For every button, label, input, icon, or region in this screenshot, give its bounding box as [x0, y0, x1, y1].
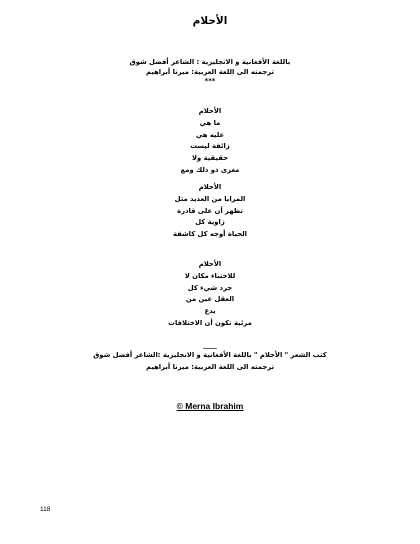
translation-header	[0, 58, 420, 87]
stanza-line: ما هي	[199, 118, 221, 127]
page-number: 118	[40, 506, 51, 513]
stanza-line: الحياة أوجه كل كاشفة	[172, 230, 248, 239]
stanza-line: مغزى ذو ذلك ومع	[180, 165, 240, 174]
stanza-line: تظهر أن على قادرة	[177, 206, 243, 215]
stanza-line: عليه هي	[195, 130, 225, 139]
stanza-line: العقل عين من	[185, 295, 235, 304]
stanza-line: يدع	[204, 307, 216, 316]
credit-block	[0, 350, 420, 374]
header-line: ترجمته الى اللغة العربية: ميرنا أبراهيم	[145, 67, 275, 76]
stanza-line: حقيقية ولا	[191, 154, 228, 163]
stanza-line: الأحلام	[198, 183, 222, 191]
stanza-line: جرد شيء كل	[187, 283, 233, 292]
separator-line: ____	[203, 341, 217, 349]
stanza-line: الأحلام	[198, 260, 222, 268]
credit-line: كتب الشعر " الأحلام " باللغة الأفغانية و الانجليزية :الشاعر أفضل شوق	[93, 351, 327, 359]
stanza-3	[0, 259, 420, 330]
stanza-1	[0, 106, 420, 177]
stanza-line: زاوية كل	[195, 218, 225, 227]
copyright-text: © Merna Ibrahim	[176, 401, 244, 411]
section-separator	[0, 340, 420, 350]
stanza-line: زائفة ليست	[190, 142, 230, 151]
header-separator: ***	[204, 77, 216, 85]
title-text: الأحلام	[192, 15, 228, 27]
stanza-line: للاختباء مكان لا	[184, 271, 236, 280]
page-title	[0, 14, 420, 28]
stanza-line: الأحلام	[198, 107, 222, 115]
header-line: باللغة الأفغانية و الانجليزية : الشاعر أفضل شوق	[129, 58, 291, 66]
credit-line: ترجمته الى اللغة العربية: ميرنا أبراهيم	[145, 362, 275, 371]
stanza-2	[0, 182, 420, 241]
stanza-line: مرئية تكون أن الاختلافات	[168, 318, 252, 327]
copyright-notice	[0, 400, 420, 412]
stanza-line: المرايا من العديد مثل	[174, 194, 246, 203]
